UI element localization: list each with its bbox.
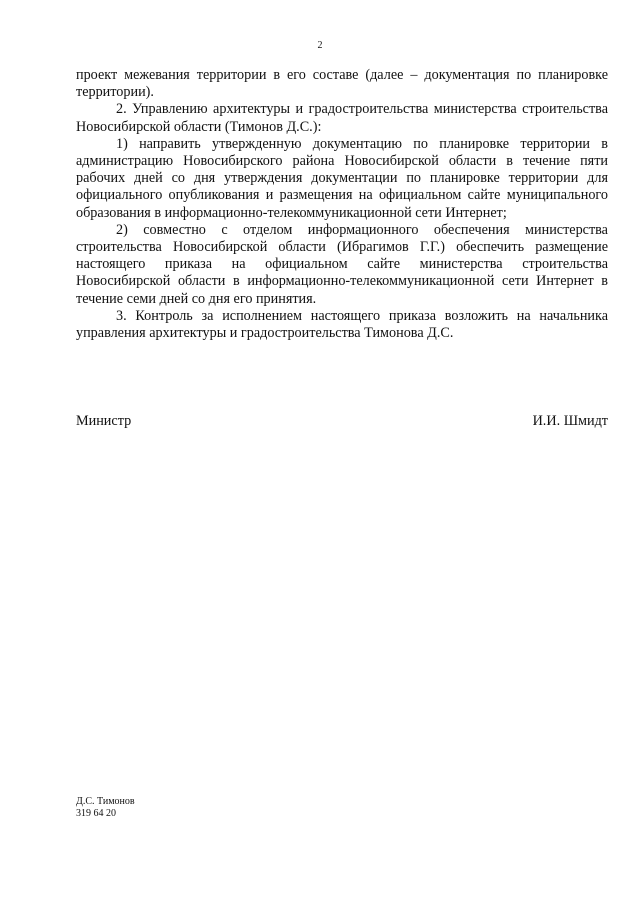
paragraph-subitem-2: 2) совместно с отделом информационного обеспечения министерства строительства Новосибирской области (Ибрагимов Г.Г.) обеспечить размещение настоящего приказа на официальном сайте министерства строительства Новосибирской области в информационно-телекоммуникационной сети Интернет в течение семи дней со дня его принятия. xyxy=(76,221,608,307)
executor-name: Д.С. Тимонов xyxy=(76,796,135,807)
signer-name: И.И. Шмидт xyxy=(532,413,608,429)
executor-block xyxy=(76,796,135,820)
signature-block xyxy=(76,412,608,430)
page-number: 2 xyxy=(317,40,323,51)
paragraph-subitem-1: 1) направить утвержденную документацию по планировке территории в администрацию Новосибирского района Новосибирской области в течение пяти рабочих дней со дня утверждения документации по планировке территории для официального опубликования и размещения на официальном сайте муниципального образования в информационно-телекоммуникационной сети Интернет; xyxy=(76,135,608,221)
document-body xyxy=(76,67,608,342)
signer-position: Министр xyxy=(76,413,132,429)
paragraph-item-2: 2. Управлению архитектуры и градостроительства министерства строительства Новосибирской области (Тимонов Д.С.): xyxy=(76,101,608,135)
executor-phone: 319 64 20 xyxy=(76,808,116,819)
paragraph-continuation: проект межевания территории в его составе (далее – документация по планировке территории). xyxy=(76,67,608,101)
paragraph-item-3: 3. Контроль за исполнением настоящего приказа возложить на начальника управления архитектуры и градостроительства Тимонова Д.С. xyxy=(76,307,608,342)
